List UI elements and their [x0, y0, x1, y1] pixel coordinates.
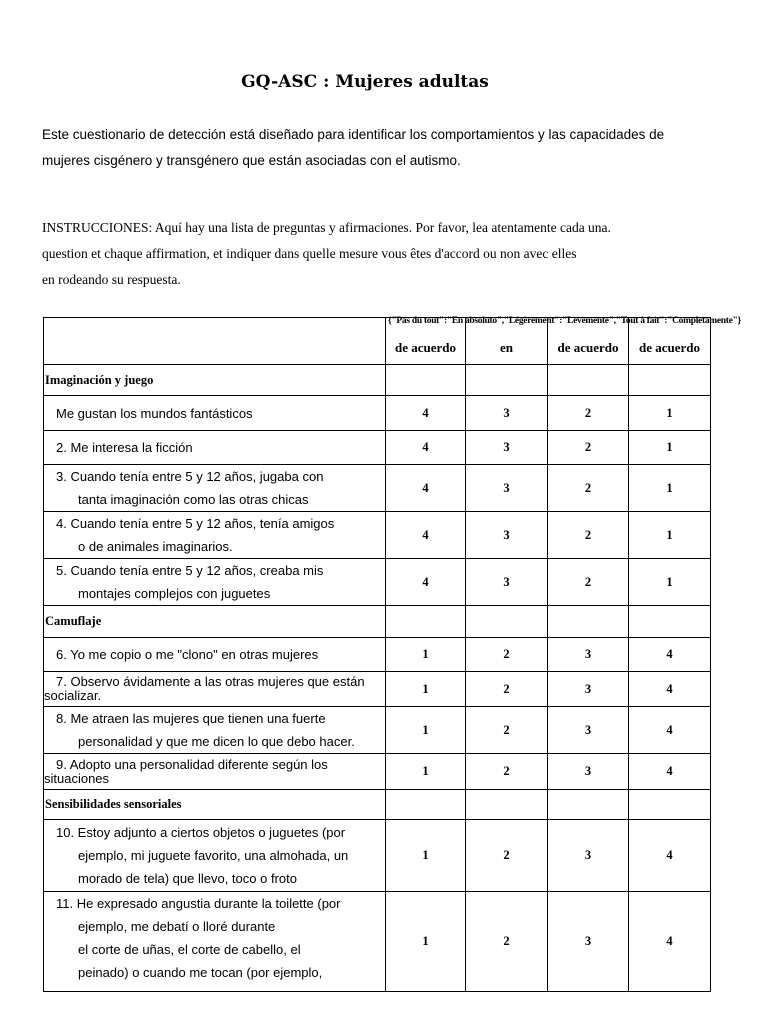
question-line: 4. Cuando tenía entre 5 y 12 años, tenía amigos	[56, 516, 335, 531]
question-line: 9. Adopto una personalidad diferente según los	[56, 756, 328, 772]
table-row	[44, 431, 711, 465]
answer-option[interactable]: 3	[548, 892, 629, 992]
table-row	[44, 559, 711, 606]
table-row	[44, 820, 711, 892]
question-line: personalidad y que me dicen lo que debo hacer.	[78, 734, 355, 749]
table-row	[44, 465, 711, 512]
intro-paragraph	[42, 122, 732, 174]
question-text	[44, 465, 386, 512]
intro-line: Este cuestionario de detección está diseñado para identificar los comportamientos y las capacidades de	[42, 127, 665, 142]
answer-option[interactable]: 2	[466, 820, 548, 892]
table-row	[44, 396, 711, 431]
answer-option[interactable]: 4	[629, 820, 711, 892]
answer-option[interactable]: 1	[629, 512, 711, 559]
answer-option[interactable]: 2	[548, 465, 629, 512]
section-label: Sensibilidades sensoriales	[44, 790, 386, 820]
question-text	[44, 512, 386, 559]
answer-option[interactable]: 4	[386, 465, 466, 512]
question-text	[44, 638, 386, 672]
header-note: {"Pas du tout":"En absoluto","Légèrement":"Levemente","Tout à fait":"Completamente"}	[388, 316, 741, 326]
answer-option[interactable]: 4	[629, 892, 711, 992]
answer-option[interactable]: 3	[466, 431, 548, 465]
question-text	[44, 431, 386, 465]
instructions-paragraph	[42, 215, 742, 293]
answer-option[interactable]: 1	[386, 707, 466, 754]
question-line: o de animales imaginarios.	[78, 539, 233, 554]
question-line: peinado) o cuando me tocan (por ejemplo,	[78, 965, 323, 980]
section-label: Imaginación y juego	[44, 365, 386, 396]
table-row	[44, 892, 711, 992]
answer-option[interactable]: 2	[466, 672, 548, 707]
answer-option[interactable]: 1	[629, 559, 711, 606]
question-line: 7. Observo ávidamente a las otras mujeres que están	[56, 674, 365, 689]
table-row	[44, 672, 711, 707]
question-line: el corte de uñas, el corte de cabello, el	[78, 942, 301, 957]
column-header: de acuerdo	[548, 318, 629, 365]
section-row	[44, 365, 711, 396]
question-text	[44, 559, 386, 606]
answer-option[interactable]: 1	[629, 396, 711, 431]
question-line: 5. Cuando tenía entre 5 y 12 años, creaba mis	[56, 563, 324, 578]
page-title: GQ-ASC : Mujeres adultas	[241, 72, 489, 92]
column-header: de acuerdo	[386, 318, 466, 365]
question-text	[44, 892, 386, 992]
question-line: morado de tela) que llevo, toco o froto	[78, 871, 297, 886]
answer-option[interactable]: 4	[629, 638, 711, 672]
answer-option[interactable]: 1	[386, 638, 466, 672]
answer-option[interactable]: 1	[629, 465, 711, 512]
answer-option[interactable]: 2	[548, 431, 629, 465]
answer-option[interactable]: 1	[386, 754, 466, 790]
question-line: ejemplo, me debatí o lloré durante	[78, 919, 276, 934]
column-header: en	[466, 318, 548, 365]
answer-option[interactable]: 3	[466, 465, 548, 512]
instructions-line: en rodeando su respuesta.	[42, 272, 181, 287]
answer-option[interactable]: 3	[548, 820, 629, 892]
answer-option[interactable]: 4	[386, 512, 466, 559]
section-row	[44, 606, 711, 638]
answer-option[interactable]: 4	[386, 431, 466, 465]
question-line: socializar.	[44, 688, 102, 703]
question-line: 11. He expresado angustia durante la toilette (por	[56, 896, 341, 911]
section-label: Camuflaje	[44, 606, 386, 638]
question-text	[44, 754, 386, 790]
table-row	[44, 754, 711, 790]
answer-option[interactable]: 3	[548, 638, 629, 672]
answer-option[interactable]: 1	[386, 820, 466, 892]
answer-option[interactable]: 3	[466, 559, 548, 606]
question-line: 3. Cuando tenía entre 5 y 12 años, jugaba con	[56, 469, 324, 484]
answer-option[interactable]: 1	[629, 431, 711, 465]
answer-option[interactable]: 2	[548, 396, 629, 431]
table-row	[44, 638, 711, 672]
answer-option[interactable]: 3	[548, 754, 629, 790]
question-line: situaciones	[44, 770, 110, 786]
question-line: Me gustan los mundos fantásticos	[56, 405, 253, 421]
answer-option[interactable]: 2	[548, 512, 629, 559]
answer-option[interactable]: 2	[466, 638, 548, 672]
header-empty-cell	[44, 318, 386, 365]
questionnaire-table	[43, 317, 711, 992]
question-line: 10. Estoy adjunto a ciertos objetos o juguetes (por	[56, 825, 346, 840]
answer-option[interactable]: 2	[466, 754, 548, 790]
answer-option[interactable]: 3	[548, 707, 629, 754]
answer-option[interactable]: 4	[629, 672, 711, 707]
answer-option[interactable]: 4	[629, 754, 711, 790]
question-text	[44, 820, 386, 892]
answer-option[interactable]: 4	[386, 396, 466, 431]
answer-option[interactable]: 1	[386, 892, 466, 992]
table-row	[44, 512, 711, 559]
answer-option[interactable]: 2	[548, 559, 629, 606]
answer-option[interactable]: 2	[466, 707, 548, 754]
question-line: 6. Yo me copio o me "clono" en otras mujeres	[56, 647, 319, 662]
answer-option[interactable]: 3	[466, 396, 548, 431]
question-line: 2. Me interesa la ficción	[56, 440, 193, 455]
intro-line: mujeres cisgénero y transgénero que están asociadas con el autismo.	[42, 153, 461, 168]
answer-option[interactable]: 4	[629, 707, 711, 754]
question-text	[44, 707, 386, 754]
question-text	[44, 672, 386, 707]
table-row	[44, 707, 711, 754]
answer-option[interactable]: 3	[548, 672, 629, 707]
question-text	[44, 396, 386, 431]
answer-option[interactable]: 4	[386, 559, 466, 606]
instructions-line: question et chaque affirmation, et indiquer dans quelle mesure vous êtes d'accord ou non avec elles	[42, 246, 577, 261]
question-line: ejemplo, mi juguete favorito, una almohada, un	[78, 848, 349, 863]
answer-option[interactable]: 3	[466, 512, 548, 559]
question-line: 8. Me atraen las mujeres que tienen una fuerte	[56, 711, 326, 726]
question-line: montajes complejos con juguetes	[78, 586, 271, 601]
instructions-line: INSTRUCCIONES: Aquí hay una lista de preguntas y afirmaciones. Por favor, lea atentamente cada una.	[42, 220, 611, 235]
answer-option[interactable]: 1	[386, 672, 466, 707]
answer-option[interactable]: 2	[466, 892, 548, 992]
column-header: de acuerdo	[629, 318, 711, 365]
question-line: tanta imaginación como las otras chicas	[78, 492, 309, 507]
section-row	[44, 790, 711, 820]
